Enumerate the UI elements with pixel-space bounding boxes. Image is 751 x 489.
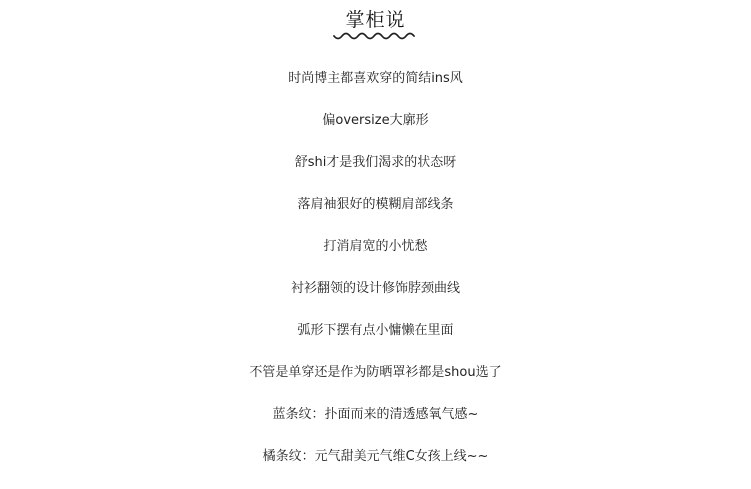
title-block (0, 8, 751, 32)
description-line: 弧形下摆有点小慵懒在里面 (297, 323, 454, 338)
description-lines (0, 69, 751, 489)
description-line: 衬衫翻领的设计修饰脖颈曲线 (290, 281, 460, 296)
description-line: 偏oversize大廓形 (322, 113, 429, 128)
description-line: 舒shi才是我们渴求的状态呀 (294, 155, 457, 170)
description-line: 打消肩宽的小忧愁 (323, 239, 428, 254)
description-line: 蓝条纹：扑面而来的清透感氧气感~ (272, 407, 479, 422)
wave-underline-icon (333, 31, 417, 43)
description-line: 时尚博主都喜欢穿的简结ins风 (288, 71, 463, 86)
description-line: 橘条纹：元气甜美元气维C女孩上线~~ (262, 449, 489, 464)
description-line: 不管是单穿还是作为防晒罩衫都是shou选了 (249, 365, 502, 380)
section-title: 掌柜说 (345, 9, 406, 31)
description-line: 落肩袖狠好的模糊肩部线条 (297, 197, 454, 212)
